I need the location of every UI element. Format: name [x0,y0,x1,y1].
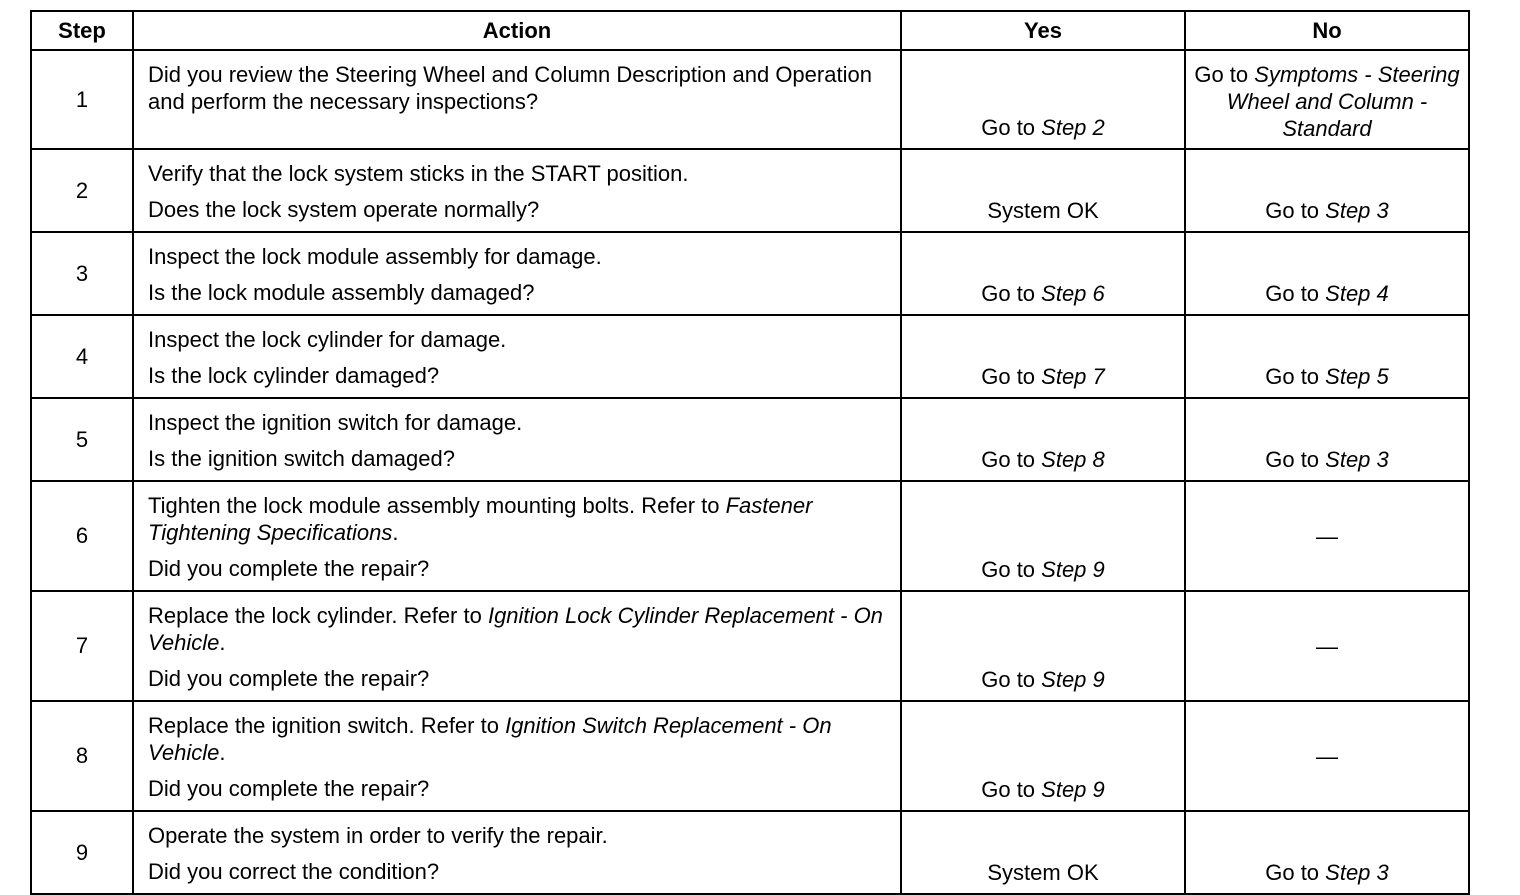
step-number: 1 [31,50,133,149]
no-cell [1185,315,1469,398]
action-cell [133,315,901,398]
yes-cell [901,232,1185,315]
action-question: Is the lock module assembly damaged? [148,280,535,305]
table-row [31,481,1469,591]
action-cell [133,701,901,811]
action-text [148,712,886,766]
yes-cell: System OK [901,149,1185,232]
action-cell [133,398,901,481]
yes-prefix: Go to [981,364,1042,389]
yes-step-link[interactable]: Step 6 [1041,281,1105,306]
yes-cell [901,701,1185,811]
action-reference-link[interactable]: Ignition Lock Cylinder Replacement - On Vehicle [148,603,883,655]
action-cell [133,811,901,894]
header-no: No [1185,11,1469,50]
yes-prefix: Go to [981,667,1042,692]
table-row [31,811,1469,894]
diagnostic-table [30,10,1470,895]
header-yes: Yes [901,11,1185,50]
action-text: Inspect the ignition switch for damage. [148,410,523,435]
no-cell [1185,232,1469,315]
step-number: 7 [31,591,133,701]
action-cell [133,232,901,315]
action-reference-link[interactable]: Fastener Tightening Specifications [148,493,813,545]
no-step-link[interactable]: Step 5 [1325,364,1389,389]
no-symptoms-link[interactable]: Symptoms - Steering Wheel and Column - Standard [1226,62,1460,141]
action-question: Is the ignition switch damaged? [148,446,455,471]
yes-prefix: Go to [981,447,1042,472]
no-prefix: Go to [1265,281,1326,306]
action-suffix: . [392,520,399,545]
no-cell [1185,149,1469,232]
yes-step-link[interactable]: Step 7 [1041,364,1105,389]
action-cell [133,591,901,701]
yes-step-link[interactable]: Step 2 [1041,115,1105,140]
action-text: Did you review the Steering Wheel and Column Description and Operation and perform the necessary inspections? [148,62,872,114]
no-cell: — [1185,591,1469,701]
action-cell [133,481,901,591]
no-cell [1185,811,1469,894]
yes-step-link[interactable]: Step 9 [1041,667,1105,692]
action-text: Inspect the lock cylinder for damage. [148,327,507,352]
yes-step-link[interactable]: Step 9 [1041,557,1105,582]
yes-cell [901,481,1185,591]
header-step: Step [31,11,133,50]
no-step-link[interactable]: Step 4 [1325,281,1389,306]
action-text: Verify that the lock system sticks in the START position. [148,161,689,186]
yes-cell [901,398,1185,481]
table-row [31,50,1469,149]
table-row [31,149,1469,232]
step-number: 9 [31,811,133,894]
no-prefix: Go to [1265,364,1326,389]
action-prefix: Tighten the lock module assembly mounting bolts. Refer to [148,493,726,518]
action-text: Operate the system in order to verify the repair. [148,823,608,848]
action-question: Did you complete the repair? [148,556,430,581]
table-row [31,398,1469,481]
header-action: Action [133,11,901,50]
yes-cell: System OK [901,811,1185,894]
step-number: 5 [31,398,133,481]
step-number: 2 [31,149,133,232]
action-cell [133,50,901,149]
no-prefix: Go to [1265,860,1326,885]
table-row [31,591,1469,701]
action-question: Did you complete the repair? [148,776,430,801]
table-row [31,315,1469,398]
yes-step-link[interactable]: Step 8 [1041,447,1105,472]
step-number: 3 [31,232,133,315]
step-number: 8 [31,701,133,811]
no-prefix: Go to [1265,447,1326,472]
action-text [148,602,886,656]
step-number: 6 [31,481,133,591]
header-row [31,11,1469,50]
yes-prefix: Go to [981,115,1042,140]
action-cell [133,149,901,232]
yes-cell [901,50,1185,149]
action-text: Inspect the lock module assembly for damage. [148,244,602,269]
yes-cell [901,315,1185,398]
action-question: Did you correct the condition? [148,859,440,884]
step-number: 4 [31,315,133,398]
no-step-link[interactable]: Step 3 [1325,198,1389,223]
no-step-link[interactable]: Step 3 [1325,860,1389,885]
yes-prefix: Go to [981,557,1042,582]
action-question: Does the lock system operate normally? [148,197,540,222]
action-question: Is the lock cylinder damaged? [148,363,440,388]
no-cell: — [1185,701,1469,811]
table-row [31,701,1469,811]
no-cell [1185,50,1469,149]
action-question: Did you complete the repair? [148,666,430,691]
action-text [148,492,886,546]
no-prefix: Go to [1265,198,1326,223]
action-prefix: Replace the lock cylinder. Refer to [148,603,488,628]
yes-cell [901,591,1185,701]
no-prefix: Go to [1194,62,1255,87]
action-reference-link[interactable]: Ignition Switch Replacement - On Vehicle [148,713,832,765]
yes-step-link[interactable]: Step 9 [1041,777,1105,802]
yes-prefix: Go to [981,281,1042,306]
no-step-link[interactable]: Step 3 [1325,447,1389,472]
table-row [31,232,1469,315]
action-suffix: . [219,630,226,655]
action-suffix: . [219,740,226,765]
yes-prefix: Go to [981,777,1042,802]
no-cell [1185,398,1469,481]
no-cell: — [1185,481,1469,591]
action-prefix: Replace the ignition switch. Refer to [148,713,506,738]
